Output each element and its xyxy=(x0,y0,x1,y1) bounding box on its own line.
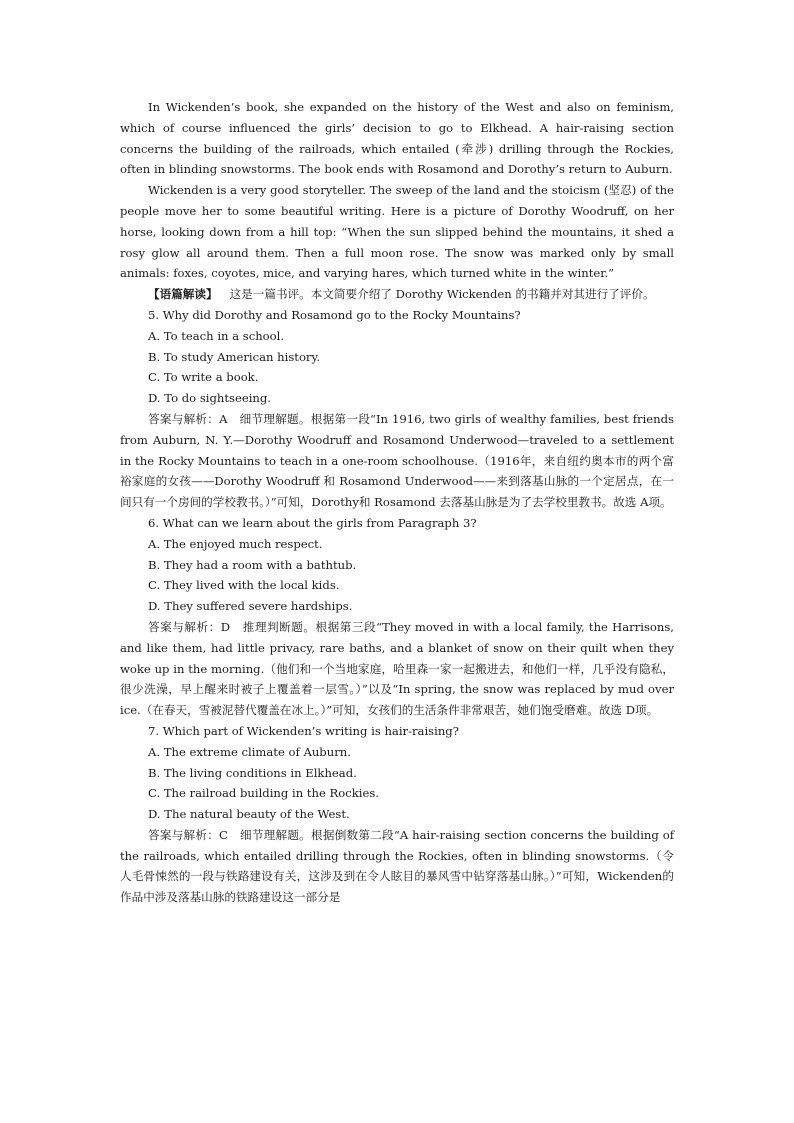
question-option: D. They suffered severe hardships. xyxy=(148,599,353,614)
question-option: A. The enjoyed much respect. xyxy=(148,536,323,551)
passage-interpretation xyxy=(120,284,674,305)
interpretation-label: 【语篇解读】 xyxy=(148,287,218,302)
question-option: C. The railroad building in the Rockies. xyxy=(148,786,379,801)
question-option: C. To write a book. xyxy=(148,370,259,385)
question-option: D. To do sightseeing. xyxy=(148,391,271,406)
question-stem: 5. Why did Dorothy and Rosamond go to the Rocky Mountains? xyxy=(148,307,521,322)
answer-explanation: 答案与解析：D 推理判断题。根据第三段“They moved in with a local family, the Harrisons, and like them, had little privacy, rare baths, and a blanket of snow on their quilt when they woke up in the morning.（他们和一个当地家庭，哈里森一家一起搬进去，和他们一样，几乎没有隐私，很少洗澡，早上醒来时被子上覆盖着一层雪。）”以及“In spring, the snow was replaced by mud over ice.（在春天，雪被泥替代覆盖在冰上。）”可知，女孩们的生活条件非常艰苦，她们饱受磨难。故选 D项。 xyxy=(120,619,674,718)
interpretation-text: 这是一篇书评。本文简要介绍了 Dorothy Wickenden 的书籍并对其进行了评价。 xyxy=(229,287,655,302)
answer-explanation: 答案与解析：A 细节理解题。根据第一段“In 1916, two girls of wealthy families, best friends from Auburn, N. Y.—Dorothy Woodruff and Rosamond Underwood—traveled to a settlement in the Rocky Mountains to teach in a one-room schoolhouse.（1916年，来自纽约奥本市的两个富裕家庭的女孩——Dorothy Woodruff 和 Rosamond Underwood——来到落基山脉的一个定居点，在一间只有一个房间的学校教书。）”可知，Dorothy和 Rosamond 去落基山脉是为了去学校里教书。故选 A项。 xyxy=(120,411,674,510)
question-option: C. They lived with the local kids. xyxy=(148,578,340,593)
passage-paragraph-1: In Wickenden’s book, she expanded on the history of the West and also on feminism, which of course influenced the girls’ decision to go to Elkhead. A hair-raising section concerns the building of the railroads, which entailed (牵涉) drilling through the Rockies, often in blinding snowstorms. The book ends with Rosamond and Dorothy’s return to Auburn. xyxy=(120,100,674,177)
question-stem: 7. Which part of Wickenden’s writing is hair-raising? xyxy=(148,723,459,738)
question-option: A. The extreme climate of Auburn. xyxy=(148,744,351,759)
question-stem: 6. What can we learn about the girls from Paragraph 3? xyxy=(148,515,477,530)
passage-paragraph-2: Wickenden is a very good storyteller. The sweep of the land and the stoicism (坚忍) of the people move her to some beautiful writing. Here is a picture of Dorothy Woodruff, on her horse, looking down from a hill top: “When the sun slipped behind the mountains, it shed a rosy glow all around them. Then a full moon rose. The snow was marked only by small animals: foxes, coyotes, mice, and varying hares, which turned white in the winter.” xyxy=(120,183,674,281)
question-option: D. The natural beauty of the West. xyxy=(148,807,350,822)
question-option: A. To teach in a school. xyxy=(148,328,285,343)
question-option: B. To study American history. xyxy=(148,349,321,364)
answer-explanation: 答案与解析：C 细节理解题。根据倒数第二段“A hair-raising section concerns the building of the railroads, which entailed drilling through the Rockies, often in blinding snowstorms.（令人毛骨悚然的一段与铁路建设有关，这涉及到在令人眩目的暴风雪中钻穿落基山脉。）”可知，Wickenden的作品中涉及落基山脉的铁路建设这一部分是 xyxy=(120,827,674,905)
question-option: B. The living conditions in Elkhead. xyxy=(148,765,357,780)
question-option: B. They had a room with a bathtub. xyxy=(148,557,357,572)
document-page xyxy=(120,97,674,908)
